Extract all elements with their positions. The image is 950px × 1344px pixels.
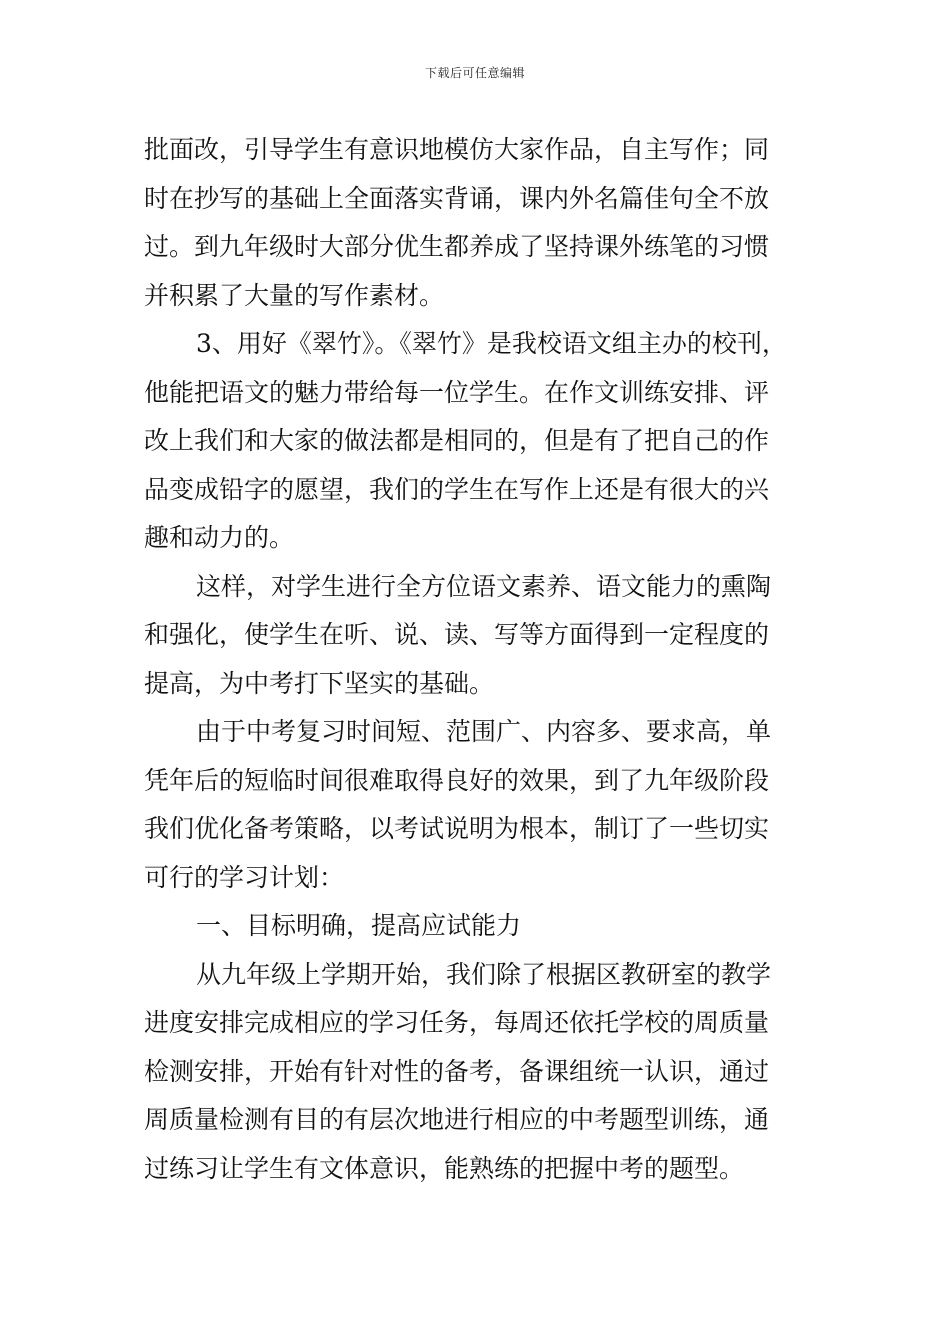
paragraph-line: 批面改，引导学生有意识地模仿大家作品，自主写作；同	[144, 135, 770, 164]
document-body	[144, 126, 814, 1193]
paragraph-line: 他能把语文的魅力带给每一位学生。在作文训练安排、评	[144, 377, 770, 407]
paragraph-line: 和强化，使学生在听、说、读、写等方面得到一定程度的	[144, 620, 770, 649]
paragraph-line: 可行的学习计划：	[144, 862, 345, 892]
paragraph-line: 从九年级上学期开始，我们除了根据区教研室的教学	[196, 959, 772, 989]
paragraph-line: 改上我们和大家的做法都是相同的，但是有了把自己的作	[144, 426, 770, 455]
paragraph-line: 过练习让学生有文体意识，能熟练的把握中考的题型。	[144, 1153, 745, 1183]
paragraph-line: 周质量检测有目的有层次地进行相应的中考题型训练，通	[144, 1105, 770, 1134]
paragraph-line: 检测安排，开始有针对性的备考，备课组统一认识，通过	[144, 1056, 770, 1086]
paragraph-line: 时在抄写的基础上全面落实背诵，课内外名篇佳句全不放	[144, 183, 770, 213]
page-header: 下载后可任意编辑	[424, 66, 525, 80]
paragraph-line: 凭年后的短临时间很难取得良好的效果，到了九年级阶段	[144, 765, 770, 795]
paragraph-line: 过。到九年级时大部分优生都养成了坚持课外练笔的习惯	[144, 232, 770, 261]
paragraph-line: 提高，为中考打下坚实的基础。	[144, 668, 495, 698]
paragraph-line: 并积累了大量的写作素材。	[144, 280, 445, 310]
paragraph-line: 由于中考复习时间短、范围广、内容多、要求高，单	[196, 717, 772, 746]
paragraph-line: 趣和动力的。	[144, 523, 295, 552]
paragraph-line: 3、用好《翠竹》。《翠竹》是我校语文组主办的校刊，	[196, 329, 787, 358]
paragraph-line: 进度安排完成相应的学习任务，每周还依托学校的周质量	[144, 1008, 770, 1037]
section-heading: 一、目标明确，提高应试能力	[196, 911, 522, 940]
paragraph-line: 品变成铅字的愿望，我们的学生在写作上还是有很大的兴	[144, 474, 770, 504]
paragraph-line: 这样，对学生进行全方位语文素养、语文能力的熏陶	[196, 571, 772, 601]
paragraph-line: 我们优化备考策略，以考试说明为根本，制订了一些切实	[144, 814, 770, 843]
